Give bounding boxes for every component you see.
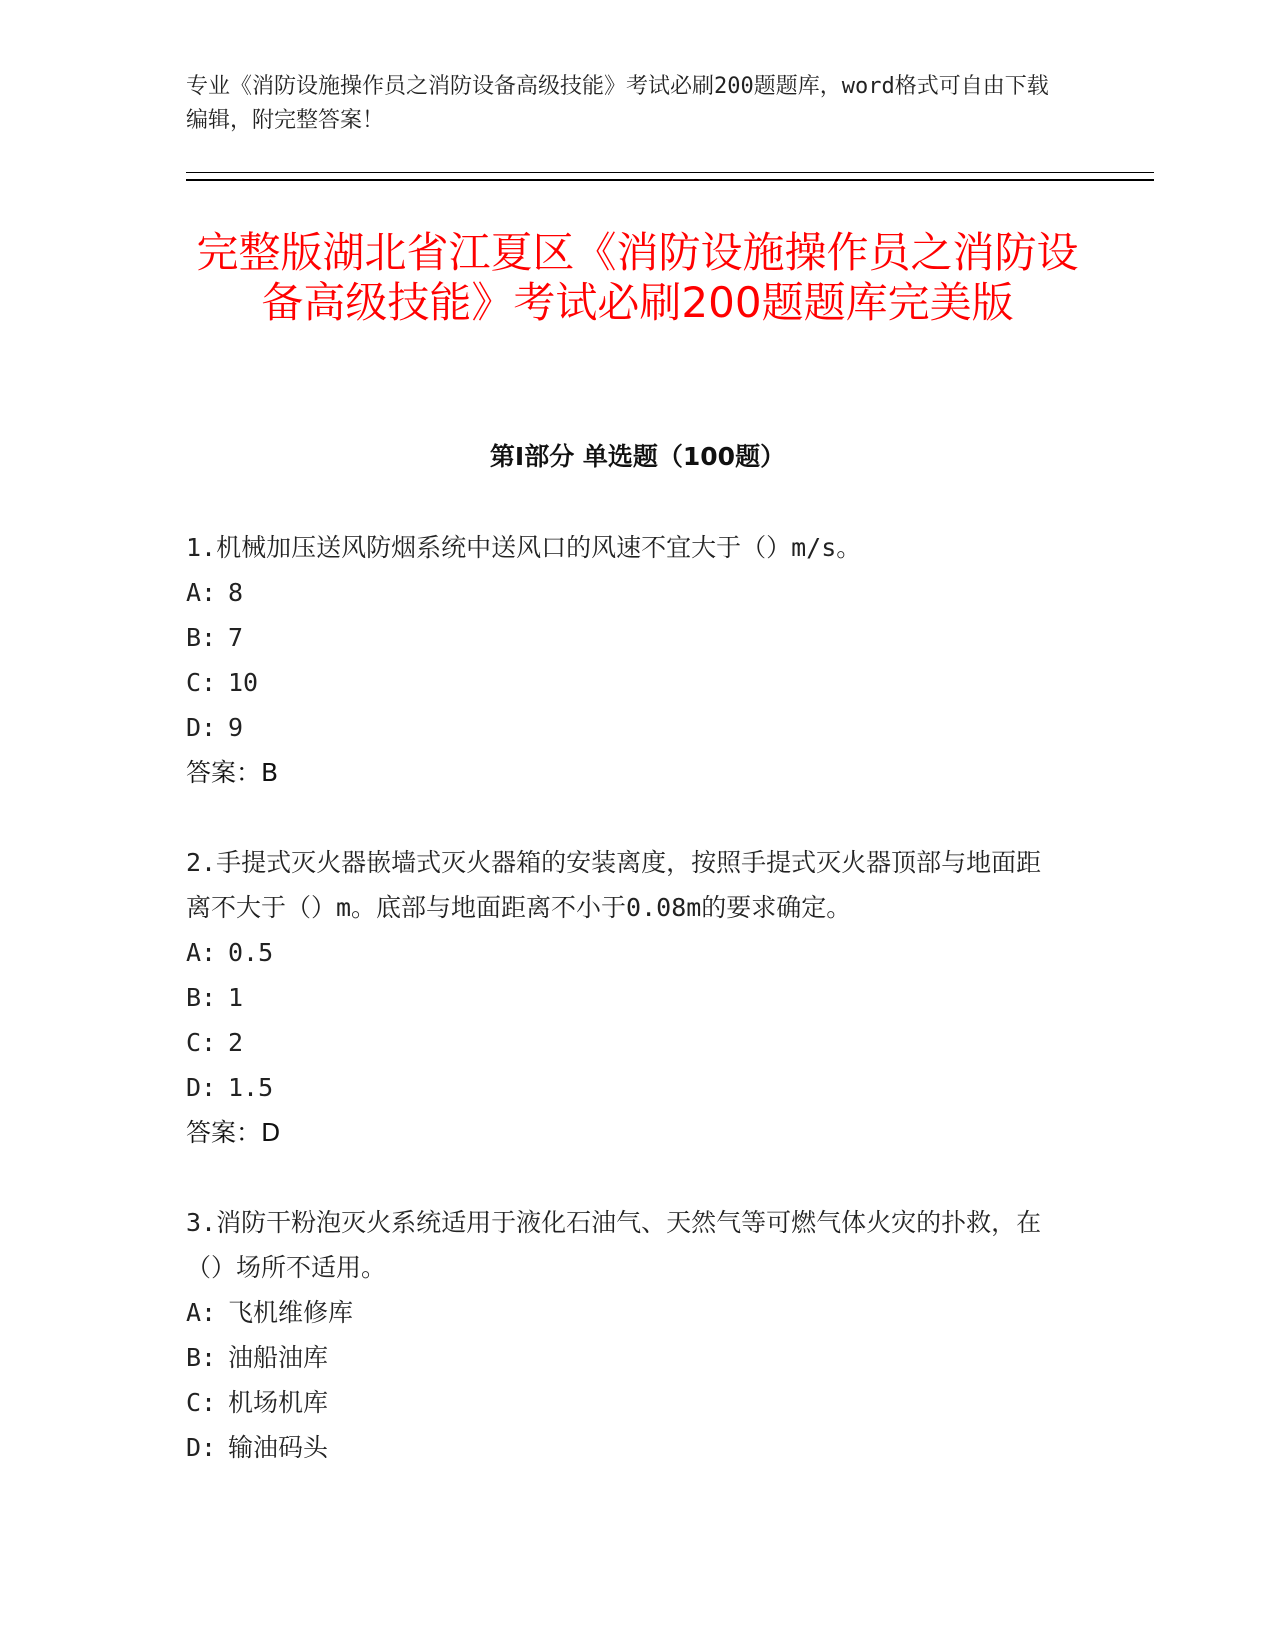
document-title: 完整版湖北省江夏区《消防设施操作员之消防设备高级技能》考试必刷200题题库完美版 [196, 228, 1079, 327]
question-text: 2.手提式灭火器嵌墙式灭火器箱的安装离度，按照手提式灭火器顶部与地面距离不大于（）m。底部与地面距离不小于0.08m的要求确定。 [186, 848, 1042, 922]
header-note: 专业《消防设施操作员之消防设备高级技能》考试必刷200题题库，word格式可自由下载编辑，附完整答案！ [186, 74, 1049, 133]
option-text: 机场机库 [228, 1388, 329, 1417]
answer-line: 答案：B [186, 758, 279, 787]
option-letter: A: [186, 938, 217, 967]
option-d [186, 1065, 1066, 1110]
option-text: 9 [228, 713, 244, 742]
option-c [186, 1020, 1066, 1065]
option-a [186, 1290, 1066, 1335]
option-letter: D: [186, 1433, 217, 1462]
option-letter: A: [186, 1298, 217, 1327]
question-list [186, 525, 1066, 1515]
option-text: 油船油库 [228, 1343, 329, 1372]
option-text: 1 [228, 983, 244, 1012]
option-c [186, 1380, 1066, 1425]
question-text: 1.机械加压送风防烟系统中送风口的风速不宜大于（）m/s。 [186, 533, 862, 562]
question-text: 3.消防干粉泡灭火系统适用于液化石油气、天然气等可燃气体火灾的扑救，在（）场所不适用。 [186, 1208, 1042, 1282]
option-letter: D: [186, 713, 217, 742]
option-text: 飞机维修库 [228, 1298, 354, 1327]
option-letter: B: [186, 1343, 217, 1372]
option-text: 7 [228, 623, 244, 652]
header-divider-thick [186, 179, 1154, 181]
option-a [186, 570, 1066, 615]
option-d [186, 705, 1066, 750]
option-b [186, 1335, 1066, 1380]
option-text: 输油码头 [228, 1433, 329, 1462]
option-letter: D: [186, 1073, 217, 1102]
option-letter: C: [186, 1388, 217, 1417]
option-letter: B: [186, 983, 217, 1012]
option-text: 1.5 [228, 1073, 274, 1102]
option-b [186, 975, 1066, 1020]
option-letter: A: [186, 578, 217, 607]
section-heading: 第I部分 单选题（100题） [489, 442, 786, 471]
question-3 [186, 1200, 1066, 1470]
option-letter: C: [186, 1028, 217, 1057]
option-a [186, 930, 1066, 975]
option-d [186, 1425, 1066, 1470]
answer-line: 答案：D [186, 1118, 281, 1147]
option-letter: B: [186, 623, 217, 652]
option-text: 10 [228, 668, 259, 697]
option-b [186, 615, 1066, 660]
option-letter: C: [186, 668, 217, 697]
question-2 [186, 840, 1066, 1155]
question-1 [186, 525, 1066, 795]
header-divider-thin [186, 172, 1154, 173]
option-c [186, 660, 1066, 705]
option-text: 2 [228, 1028, 244, 1057]
option-text: 8 [228, 578, 244, 607]
option-text: 0.5 [228, 938, 274, 967]
